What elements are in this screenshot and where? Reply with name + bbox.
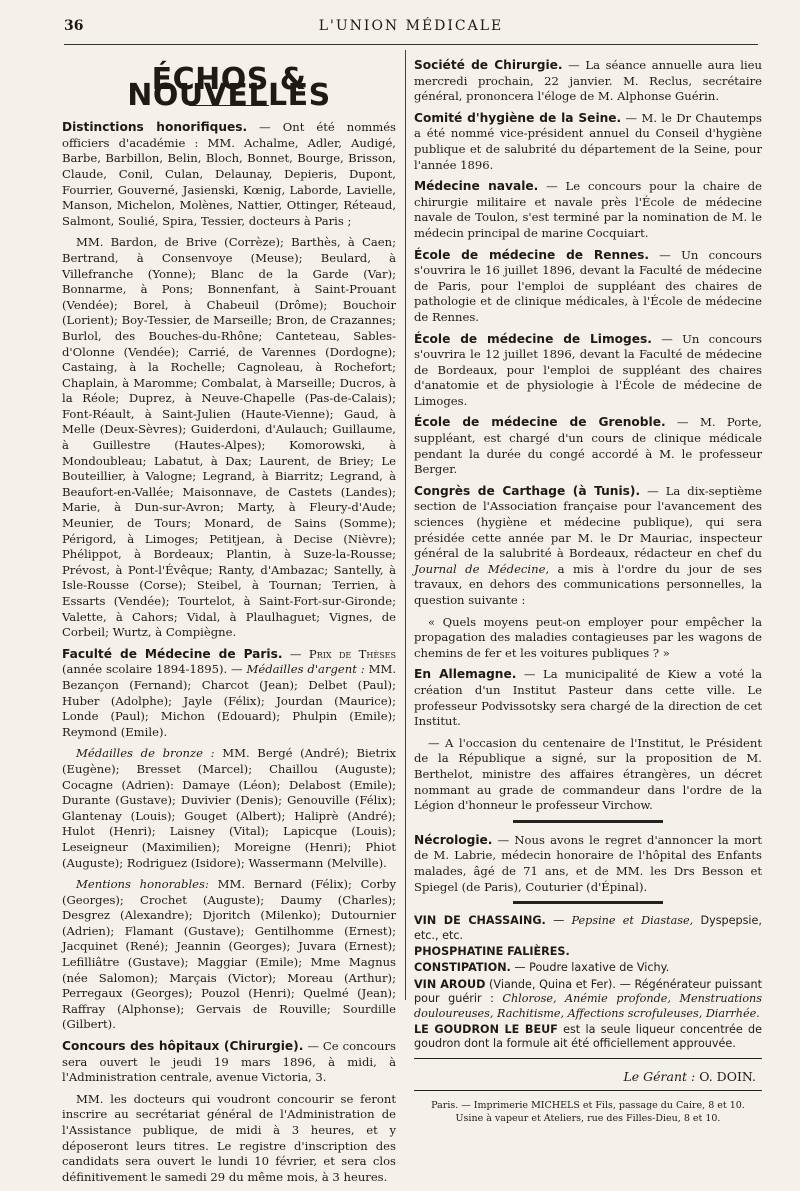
item-grenoble: École de médecine de Grenoble. — M. Porte, suppléant, est chargé d'un cours de clinique médicale pendant la durée du congé accordé à M. le professeur Berger.	[414, 415, 762, 477]
item-heading: Distinctions honorifiques.	[62, 120, 248, 135]
medailles-argent-label: Médailles d'argent :	[246, 662, 365, 677]
item-societe: Société de Chirurgie. — La séance annuelle aura lieu mercredi prochain, 22 janvier. M. Reclus, secrétaire général, prononcera l'éloge de M. Alphonse Guérin.	[414, 58, 763, 104]
section-rule	[513, 820, 663, 823]
gerant-line: Le Gérant : O. DOIN.	[623, 1068, 756, 1084]
item-carthage-quote: « Quels moyens peut-on employer pour empêcher la propagation des maladies contagieuses par les wagons de chemins de fer et les voitures publiques ? »	[414, 614, 762, 660]
left-column	[62, 58, 396, 1191]
right-column	[414, 58, 762, 1125]
imprint-line-2: Usine à vapeur et Ateliers, rue des Filles-Dieu, 8 et 10.	[455, 1113, 721, 1125]
item-heading: Nécrologie.	[414, 832, 493, 847]
item-distinctions	[62, 120, 396, 229]
item-heading: Faculté de Médecine de Paris.	[62, 646, 283, 661]
item-medailles-bronze: Médailles de bronze : MM. Bergé (André); Bietrix (Eugène); Bresset (Marcel); Chaillou (Auguste); Cocagne (Adrien): Damaye (Léon); Delabost (Emile); Durante (Gustave); Duvivier (Denis); Genouville (Félix); Glantenay (Louis); Gouget (Albert); Haliprè (André); Hulot (Henri); Laisney (Vital); Lapicque (Louis); Leseigneur (Maximilien); Moreigne (Henri); Phiot (Auguste); Rodriguez (Isidore); Wassermann (Melville).	[62, 746, 396, 870]
item-text: — Ont été nommés officiers d'académie : MM. Achalme, Adler, Audigé, Barbe, Barbillon, Belin, Bloch, Bonnet, Bourge, Brisson, Claude, Conil, Culan, Delaunay, Depieris, Dupont, Fourrier, Gouverné, Jasienski, Kœnig, Laborde, Lavielle, Manson, Michelon, Molènes, Nattier, Ottinger, Réteaud, Salmont, Soulié, Spira, Tessier, docteurs à Paris ;	[62, 120, 397, 228]
running-header	[64, 18, 758, 42]
item-heading: Congrès de Carthage (à Tunis).	[414, 483, 641, 498]
item-limoges: École de médecine de Limoges. — Un concours s'ouvrira le 12 juillet 1896, devant la Faculté de médecine de Bordeaux, pour l'emploi de suppléant des chaires d'anatomie et de physiologie à l'École de médecine de Limoges.	[414, 331, 762, 408]
item-carthage: Congrès de Carthage (à Tunis). — La dix-septième section de l'Association française pour l'avancement des sciences (hygiène et médecine publique), qui sera présidée cette année par M. le Dr Mauriac, inspecteur général de la salubrité à Bordeaux, rédacteur en chef du Journal de Médecine, a mis à l'ordre du jour de ses travaux, en dehors des communications personnelles, la question suivante :	[414, 483, 763, 607]
imprint-line-1: Paris. — Imprimerie MICHELS et Fils, passage du Caire, 8 et 10.	[431, 1100, 745, 1112]
item-concours: Concours des hôpitaux (Chirurgie). — Ce concours sera ouvert le jeudi 19 mars 1896, à midi, à l'Administration centrale, avenue Victoria, 3.	[62, 1039, 396, 1085]
ad-phosphatine: PHOSPHATINE FALIÈRES.	[414, 944, 570, 958]
item-heading: École de médecine de Rennes.	[414, 247, 650, 262]
gerant-rule	[414, 1058, 762, 1059]
ads-rule	[513, 901, 663, 904]
item-allemagne: En Allemagne. — La municipalité de Kiew a voté la création d'un Institut Pasteur dans cette ville. Le professeur Podvissotsky sera chargé de la direction de cet Institut.	[414, 667, 762, 729]
header-rule	[64, 44, 758, 45]
item-heading: Comité d'hygiène de la Seine.	[414, 110, 622, 125]
item-heading: École de médecine de Limoges.	[414, 331, 652, 346]
item-heading: École de médecine de Grenoble.	[414, 415, 666, 430]
item-heading: Concours des hôpitaux (Chirurgie).	[62, 1039, 304, 1054]
ad-vin-aroud: VIN AROUD (Viande, Quina et Fer). — Régénérateur puissant pour guérir : Chlorose, Anémie profonde, Menstruations douloureuses, Rachitisme, Affections scrofuleuses, Diarrhée.	[414, 977, 763, 1020]
prix-label: Prix de Thèses	[308, 646, 397, 661]
imprint-rule	[414, 1090, 762, 1091]
item-necrologie: Nécrologie. — Nous avons le regret d'annoncer la mort de M. Labrie, médecin honoraire de l'hôpital des Enfants malades, âgé de 71 ans, et de MM. les Drs Besson et Spiegel (de Paris), Couturier (d'Épinal).	[414, 832, 762, 894]
item-distinctions-continued: MM. Bardon, de Brive (Corrèze); Barthès, à Caen; Bertrand, à Consenvoye (Meuse); Beulard, à Villefranche (Yonne); Blanc de la Garde (Var); Bonnarme, à Pons; Bonnenfant, à Saint-Prouant (Vendée); Borel, à Chabeuil (Drôme); Bouchoir (Lorient); Boy-Tessier, de Marseille; Bron, de Crazannes; Burlol, des Bouches-du-Rhône; Canteteau, Sables-d'Olonne (Vendée); Carrié, de Varennes (Dordogne); Castaing, à la Rochelle; Cagnoleau, à Rochefort; Chaplain, à Maromme; Combalat, à Marseille; Ducros, à la Réole; Duprez, à Neuve-Chapelle (Pas-de-Calais); Font-Réault, à Saint-Julien (Haute-Vienne); Gaud, à Melle (Deux-Sèvres); Guiderdoni, d'Aulauch; Guillaume, à Guillestre (Hautes-Alpes); Komorowski, à Mondoubleau; Labatut, à Dax; Laurent, de Briey; Le Bouteillier, à Valogne; Legrand, à Biarritz; Legrand, à Beaufort-en-Vallée; Maisonnave, de Castets (Landes); Marie, à Dun-sur-Avron; Marty, à Fleury-d'Aude; Meunier, de Tours; Monard, de Sains (Somme); Périgord, à Limoges; Petitjean, à Decise (Nièvre); Phélippot, à Bordeaux; Plantin, à Suze-la-Rousse; Prévost, à Pont-l'Évêque; Ranty, d'Ambazac; Santelly, à Isle-Rousse (Corse); Steibel, à Tournan; Terrien, à Essarts (Vendée); Tourtelot, à Saint-Fort-sur-Gironde; Valette, à Cahors; Vidal, à Plaulhaguet; Vignes, de Corbeil; Wurtz, à Compiègne.	[62, 235, 396, 640]
item-rennes: École de médecine de Rennes. — Un concours s'ouvrira le 16 juillet 1896, devant la Faculté de médecine de Paris, pour l'emploi de suppléant des chaires de pathologie et de clinique médicales, à l'École de médecine de Rennes.	[414, 247, 762, 324]
ad-goudron: LE GOUDRON LE BEUF est la seule liqueur concentrée de goudron dont la formule ait été officiellement approuvée.	[414, 1022, 762, 1051]
page-number: 36	[64, 18, 84, 34]
item-heading: En Allemagne.	[414, 667, 517, 682]
item-heading: Société de Chirurgie.	[414, 58, 563, 72]
item-faculte: Faculté de Médecine de Paris. — Prix de Thèses (année scolaire 1894-1895). — Médailles d'argent : MM. Bezançon (Fernand); Charcot (Jean); Delbet (Paul); Huber (Adolphe); Jayle (Félix); Jourdan (Maurice); Londe (Paul); Michon (Edouard); Phulpin (Emile); Reymond (Emile).	[62, 646, 397, 739]
journal-title: L'UNION MÉDICALE	[318, 18, 504, 34]
ad-vin-chassaing: VIN DE CHASSAING. — Pepsine et Diastase, Dyspepsie, etc., etc.	[414, 914, 762, 942]
item-comite: Comité d'hygiène de la Seine. — M. le Dr Chautemps a été nommé vice-président annuel du Conseil d'hygiène publique et de salubrité du département de la Seine, pour l'année 1896.	[414, 110, 762, 172]
item-heading: Médecine navale.	[414, 179, 539, 194]
item-navale: Médecine navale. — Le concours pour la chaire de chirurgie militaire et navale près l'École de médecine navale de Toulon, s'est terminé par la nomination de M. le médecin principal de marine Cocquiart.	[414, 179, 762, 240]
item-allemagne-continued: — A l'occasion du centenaire de l'Institut, le Président de la République a signé, sur la proposition de M. Berthelot, ministre des affaires étrangères, un décret nommant au grade de commandeur dans l'ordre de la Légion d'honneur le professeur Virchow.	[414, 735, 762, 813]
rubric-title: ÉCHOS & NOUVELLES	[127, 62, 331, 113]
item-concours-continued: MM. les docteurs qui voudront concourir se feront inscrire au secrétariat général de l'Administration de l'Assistance publique, de midi à 3 heures, et y déposeront leurs titres. Le registre d'inscription des candidats sera ouvert le lundi 10 février, et sera clos définitivement le samedi 29 du même mois, à 3 heures.	[62, 1091, 396, 1184]
ad-constipation: CONSTIPATION. — Poudre laxative de Vichy.	[414, 961, 670, 975]
item-mentions: Mentions honorables: MM. Bernard (Félix); Corby (Georges); Crochet (Auguste); Daumy (Charles); Desgrez (Alexandre); Djoritch (Milenko); Dutournier (Adrien); Flamant (Gustave); Gentilhomme (Ernest); Jacquinet (René); Jeannin (Georges); Juvara (Ernest); Lefilliâtre (Gustave); Maggiar (Emile); Mme Magnus (née Salomon); Marçais (Victor); Moreau (Arthur); Perregaux (Georges); Pouzol (Henri); Quelmé (Jean); Raffray (Alphonse); Gervais de Rouville; Sourdille (Gilbert).	[62, 877, 397, 1032]
column-divider	[405, 50, 406, 1000]
